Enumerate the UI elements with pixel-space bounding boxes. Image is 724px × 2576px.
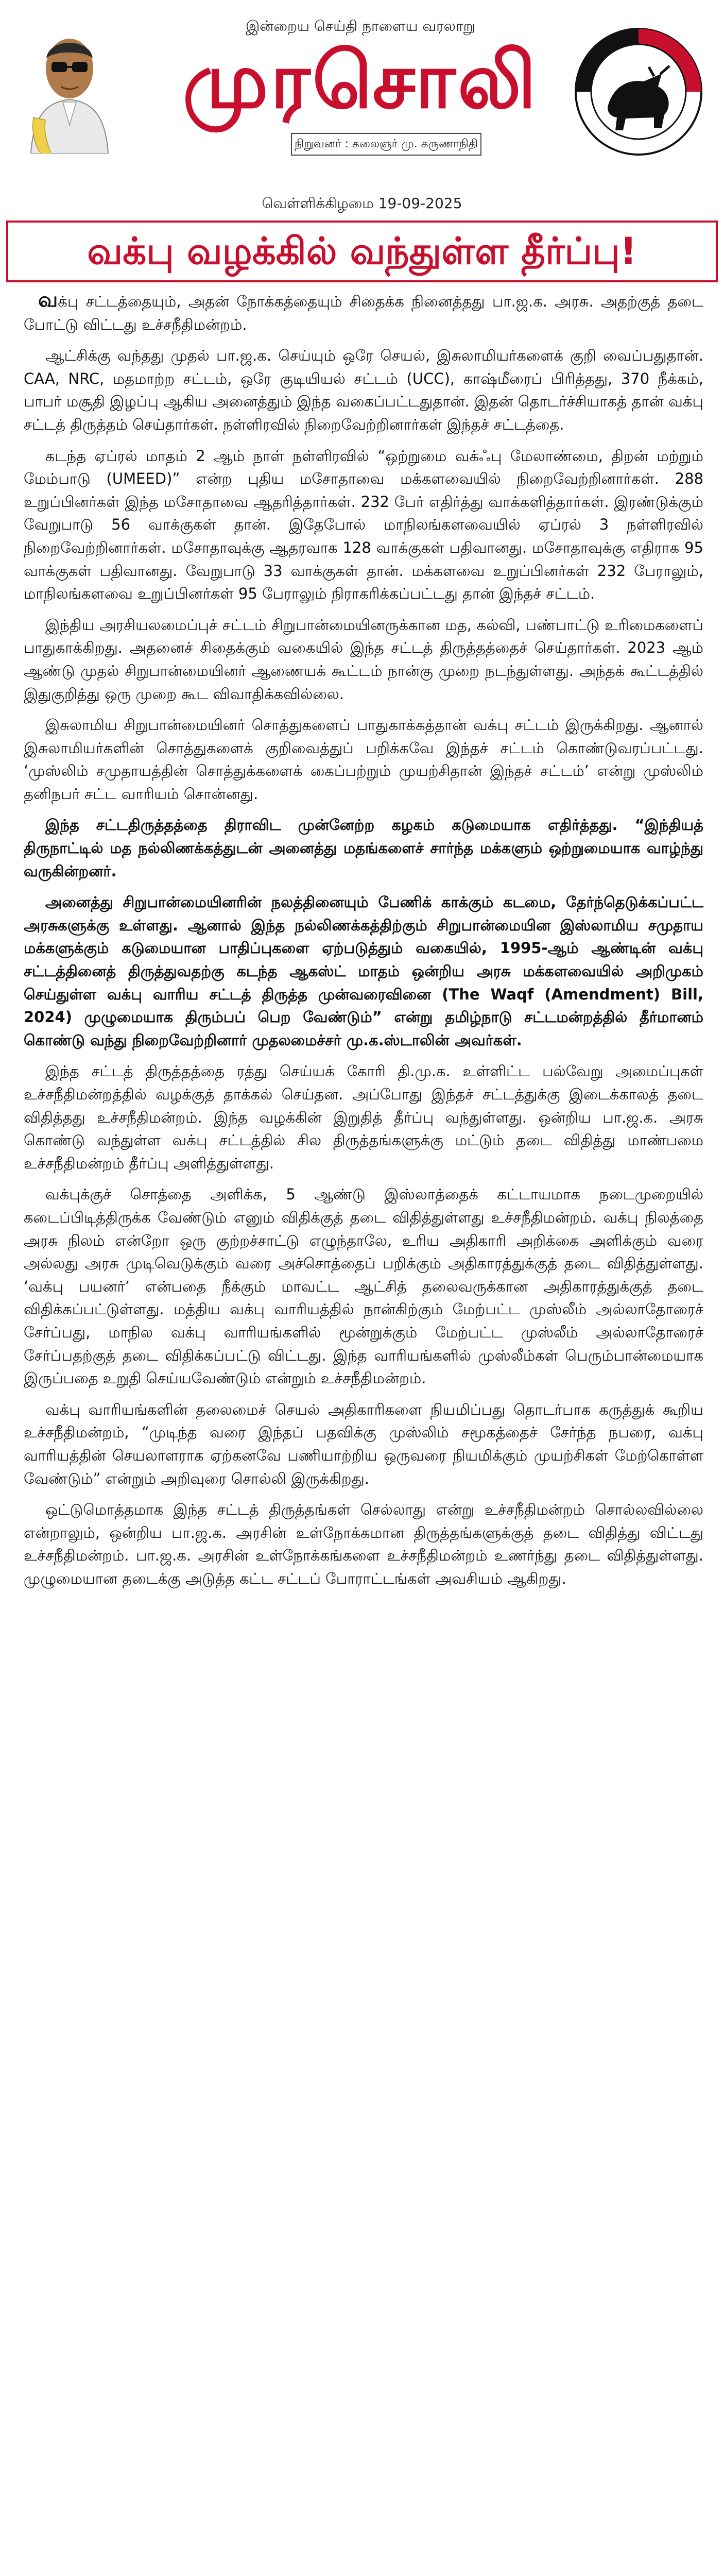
drop-cap: வ xyxy=(38,288,58,312)
party-emblem-logo xyxy=(572,25,705,159)
article-paragraph-5: இசுலாமிய சிறுபான்மையினர் சொத்துகளைப் பாதுகாக்கத்தான் வக்பு சட்டம் இருக்கிறது. ஆனால் இசுலாமியர்களின் சொத்துகளைக் குறிவைத்துப் பறிக்கவே இந்தச் சட்டம் கொண்டுவரப்பட்டது. ‘முஸ்லிம் சமுதாயத்தின் சொத்துக்களைக் கைப்பற்றும் முயற்சிதான் இந்தச் சட்டம்’ என்று முஸ்லிம் தனிநபர் சட்ட வாரியம் சொன்னது. xyxy=(24,716,703,803)
founder-credit: நிறுவனர் : கலைஞர் மு. கருணாநிதி xyxy=(291,133,481,156)
article-paragraph-3: கடந்த ஏப்ரல் மாதம் 2 ஆம் நாள் நள்ளிரவில் “ஒற்றுமை வக்ஃபு மேலாண்மை, திறன் மற்றும் மேம்பாடு (UMEED)” என்ற புதிய மசோதாவை மக்களவையில் நிறைவேற்றினார்கள். 288 உறுப்பினர்கள் இந்த மசோதாவை ஆதரித்தார்கள். 232 பேர் எதிர்த்து வாக்களித்தார்கள். இரண்டுக்கும் வேறுபாடு 56 வாக்குகள் தான். இதேபோல் மாநிலங்களவையில் ஏப்ரல் 3 நள்ளிரவில் நிறைவேற்றினார்கள். மசோதாவுக்கு ஆதரவாக 128 வாக்குகள் பதிவானது. மசோதாவுக்கு எதிராக 95 வாக்குகள் பதிவானது. வேறுபாடு 33 வாக்குகள் தான். மக்களவை உறுப்பினர்கள் 232 பேராலும், மாநிலங்களவை உறுப்பினர்கள் 95 பேராலும் நிராகரிக்கப்பட்டது தான் இந்தச் சட்டம். xyxy=(24,447,703,603)
editorial-headline: வக்பு வழக்கில் வந்துள்ள தீர்ப்பு! xyxy=(6,221,718,282)
article-paragraph-2: ஆட்சிக்கு வந்தது முதல் பா.ஜ.க. செய்யும் ஒரே செயல், இசுலாமியர்களைக் குறி வைப்பதுதான். CAA, NRC, மதமாற்ற சட்டம், ஒரே குடியியல் சட்டம் (UCC), காஷ்மீரைப் பிரித்தது, 370 நீக்கம், பாபர் மசூதி இழப்பு ஆகிய அனைத்தும் இந்த வகைப்பட்டதுதான். இதன் தொடர்ச்சியாகத் தான் வக்பு சட்டத் திருத்தம் செய்தார்கள். நள்ளிரவில் நிறைவேற்றினார்கள் இந்தச் சட்டத்தை. xyxy=(24,347,703,433)
masthead xyxy=(0,0,724,173)
article-paragraph-6: இந்த சட்டதிருத்தத்தை திராவிட முன்னேற்ற கழகம் கடுமையாக எதிர்த்தது. “இந்தியத் திருநாட்டில் மத நல்லிணக்கத்துடன் அனைத்து மதங்களைச் சார்ந்த மக்களும் ஒற்றுமையாக வாழ்ந்து வருகின்றனர். xyxy=(24,816,703,880)
article-paragraph-11: ஒட்டுமொத்தமாக இந்த சட்டத் திருத்தங்கள் செல்லாது என்று உச்சநீதிமன்றம் சொல்லவில்லை என்றாலும், ஒன்றிய பா.ஜ.க. அரசின் உள்நோக்கமான திருத்தங்களுக்குத் தடை விதித்து விட்டது உச்சநீதிமன்றம். பா.ஜ.க. அரசின் உள்நோக்கங்களை உச்சநீதிமன்றம் உணர்ந்து தடை விதித்துள்ளது. முழுமையான தடைக்கு அடுத்த கட்ட சட்டப் போராட்டங்கள் அவசியம் ஆகிறது. xyxy=(24,1501,703,1587)
article-paragraph-7: அனைத்து சிறுபான்மையினரின் நலத்தினையும் பேணிக் காக்கும் கடமை, தேர்ந்தெடுக்கப்பட்ட அரசுகளுக்கு உள்ளது. ஆனால் இந்த நல்லிணக்கத்திற்கும் சிறுபான்மையின இஸ்லாமிய சமுதாய மக்களுக்கும் கடுமையான பாதிப்புகளை ஏற்படுத்தும் வகையில், 1995-ஆம் ஆண்டின் வக்பு சட்டத்தினைத் திருத்துவதற்கு கடந்த ஆகஸ்ட் மாதம் ஒன்றிய அரசு மக்களவையில் அறிமுகம் செய்துள்ள வக்பு வாரிய சட்டத் திருத்த முன்வரைவினை (The Waqf (Amendment) Bill, 2024) முழுமையாக திரும்பப் பெற வேண்டும்” என்று தமிழ்நாடு சட்டமன்றத்தில் தீர்மானம் கொண்டு வந்து நிறைவேற்றினார் முதலமைச்சர் மு.க.ஸ்டாலின் அவர்கள். xyxy=(24,893,703,1049)
article-paragraph-8: இந்த சட்டத் திருத்தத்தை ரத்து செய்யக் கோரி தி.மு.க. உள்ளிட்ட பல்வேறு அமைப்புகள் உச்சநீதிமன்றத்தில் வழக்குத் தாக்கல் செய்தன. அப்போது இந்தச் சட்டத்துக்கு இடைக்காலத் தடை விதித்தது உச்சநீதிமன்றம். இந்த வழக்கின் இறுதித் தீர்ப்பு வந்துள்ளது. ஒன்றிய பா.ஜ.க. அரசு கொண்டு வந்துள்ள வக்பு சட்டத்தில் சில திருத்தங்களுக்கு மட்டும் தடை விதித்து மாண்பமை உச்சநீதிமன்றம் தீர்ப்பு அளித்துள்ளது. xyxy=(24,1062,703,1172)
article-paragraph-4: இந்திய அரசியலமைப்புச் சட்டம் சிறுபான்மையினருக்கான மத, கல்வி, பண்பாட்டு உரிமைகளைப் பாதுகாக்கிறது. அதனைச் சிதைக்கும் வகையில் இந்த சட்டத் திருத்தத்தைச் செய்தார்கள். 2023 ஆம் ஆண்டு முதல் சிறுபான்மையினர் ஆணையக் கூட்டம் நான்கு முறை நடந்துள்ளது. அந்தக் கூட்டத்தில் இதுகுறித்து ஒரு முறை கூட விவாதிக்கவில்லை. xyxy=(24,616,703,703)
editorial-article xyxy=(24,289,703,1598)
article-paragraph-1 xyxy=(24,289,703,336)
tagline: இன்றைய செய்தி நாளைய வரலாறு xyxy=(246,18,475,35)
founder-portrait-image xyxy=(21,14,118,154)
publication-date: வெள்ளிக்கிழமை 19-09-2025 xyxy=(262,195,462,212)
article-paragraph-9: வக்புக்குச் சொத்தை அளிக்க, 5 ஆண்டு இஸ்லாத்தைக் கட்டாயமாக நடைமுறையில் கடைப்பிடித்திருக்க வேண்டும் எனும் விதிக்குத் தடை விதித்துள்ளது உச்சநீதிமன்றம். வக்பு நிலத்தை அரசு நிலம் என்றோ ஒரு குற்றச்சாட்டு எழுந்தாலே, உரிய அதிகாரி அறிக்கை அளிக்கும் வரை அல்லது அரசு முடிவெடுக்கும் வரை அச்சொத்தைப் பறிக்கும் அதிகாரத்துக்குத் தடை விதித்துள்ளது. ‘வக்பு பயனர்’ என்பதை நீக்கும் மாவட்ட ஆட்சித் தலைவருக்கான அதிகாரத்துக்குத் தடை விதிக்கப்பட்டுள்ளது. மத்திய வக்பு வாரியத்தில் நான்கிற்கும் மேற்பட்ட முஸ்லீம் அல்லாதோரைச் சேர்ப்பது, மாநில வக்பு வாரியங்களில் மூன்றுக்கும் மேற்பட்ட முஸ்லீம் அல்லாதோரைச் சேர்ப்பதற்குத் தடை விதிக்கப்பட்டு விட்டது. இந்த வாரியங்களில் முஸ்லீம்கள் பெரும்பான்மையாக இருப்பதை உறுதி செய்யவேண்டும் என்றும் உச்சநீதிமன்றம். xyxy=(24,1185,703,1387)
article-paragraph-10: வக்பு வாரியங்களின் தலைமைச் செயல் அதிகாரிகளை நியமிப்பது தொடர்பாக கருத்துக் கூறிய உச்சநீதிமன்றம், “முடிந்த வரை இந்தப் பதவிக்கு முஸ்லிம் சமூகத்தைச் சேர்ந்த நபரை, வக்பு வாரியத்தின் செயலாளராக ஏற்கனவே பணியாற்றிய ஒருவரை நியமிக்கும் முயற்சிகள் மேற்கொள்ள வேண்டும்” என்றும் அறிவுரை சொல்லி இருக்கிறது. xyxy=(24,1400,703,1487)
paragraph-text: க்பு சட்டத்தையும், அதன் நோக்கத்தையும் சிதைக்க நினைத்தது பா.ஜ.க. அரசு. அதற்குத் தடை போட்டு விட்டது உச்சநீதிமன்றம். xyxy=(24,293,703,333)
newspaper-logo: முரசொலி xyxy=(182,36,539,126)
